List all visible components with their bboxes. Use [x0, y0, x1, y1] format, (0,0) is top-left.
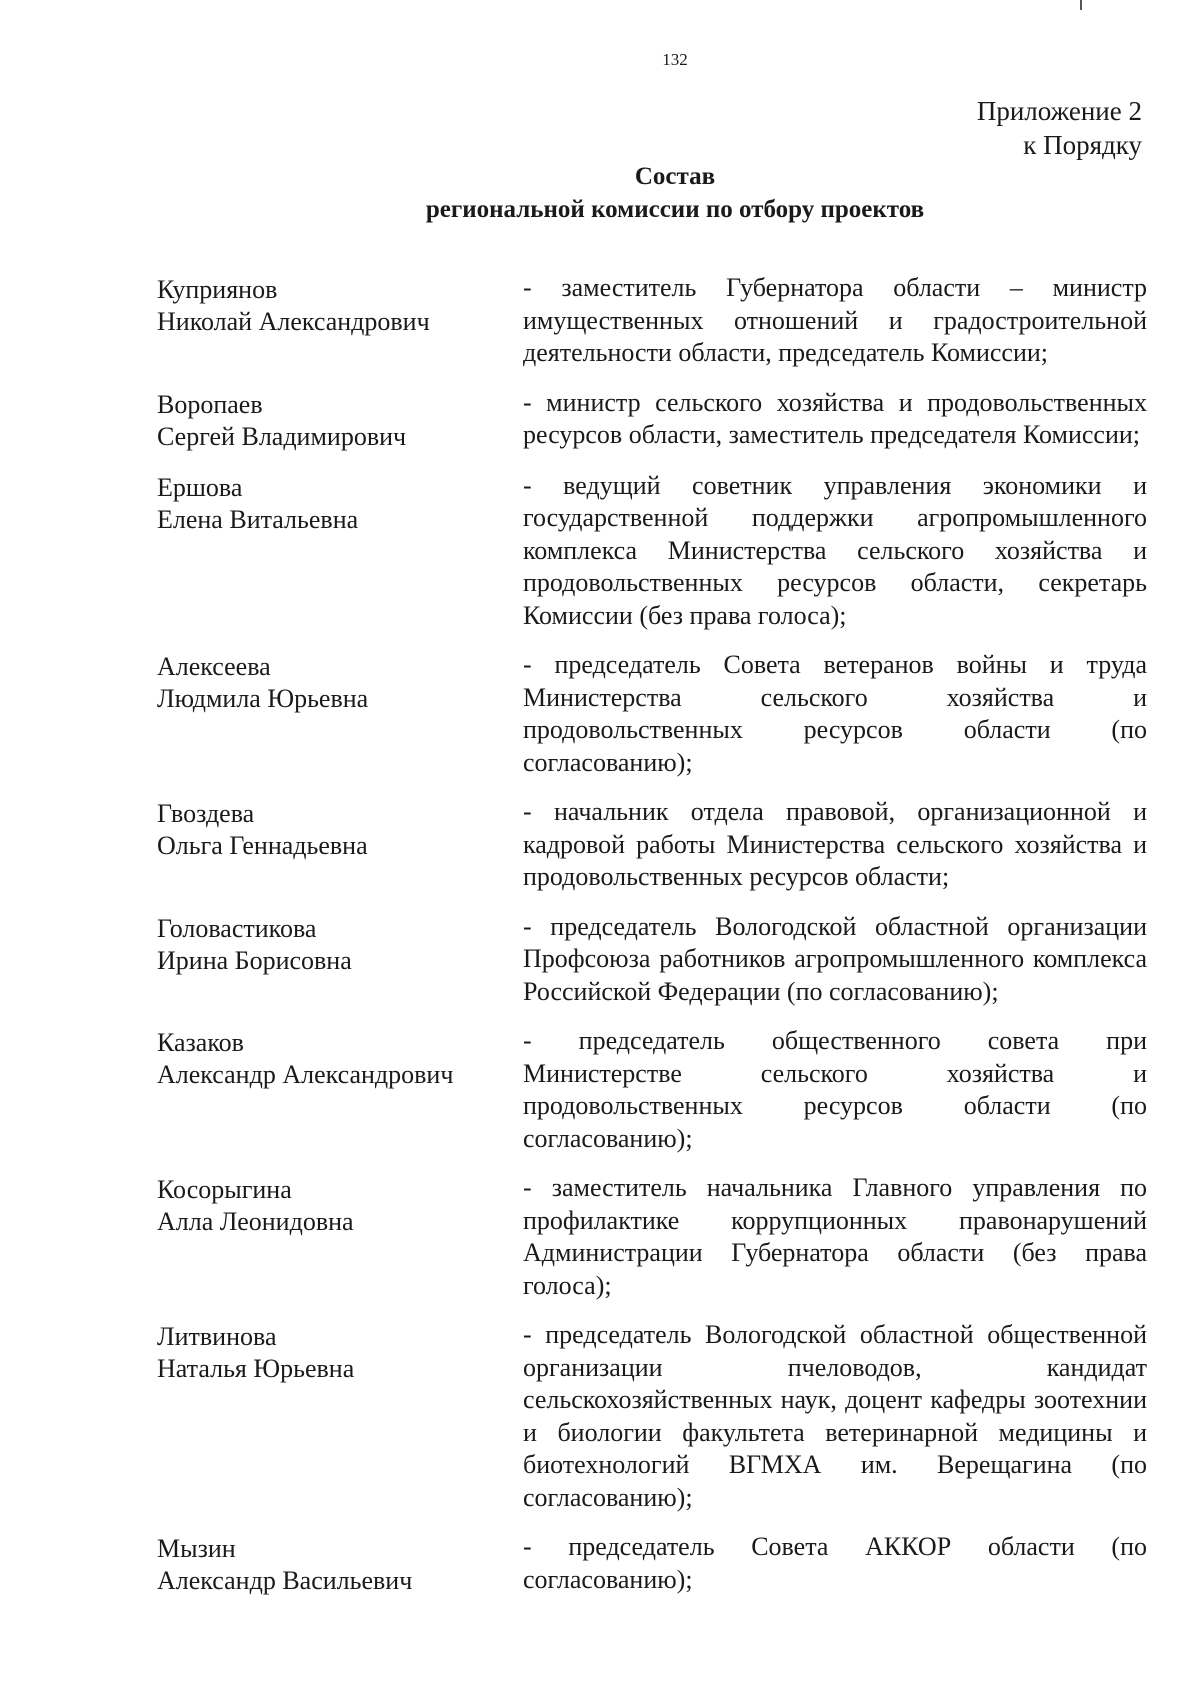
member-position: - председатель общественного совета при Министерстве сельского хозяйства и продовольственных ресурсов области (по согласованию); — [523, 1026, 1147, 1153]
member-position: - председатель Вологодской областной общественной организации пчеловодов, кандидат сельскохозяйственных наук, доцент кафедры зоотехнии и биологии факультета ветеринарной медицины и биотехнологий ВГМХА им. Верещагина (по согласованию); — [523, 1320, 1147, 1512]
title-line-1: Состав — [634, 163, 716, 190]
member-row — [157, 1025, 1147, 1155]
member-row — [157, 272, 1147, 370]
member-first-names: Алла Леонидовна — [157, 1207, 354, 1236]
member-position: - председатель Совета АККОР области (по согласованию); — [523, 1532, 1147, 1594]
member-first-names: Ольга Геннадьевна — [157, 831, 368, 860]
member-row — [157, 911, 1147, 1009]
member-position: - председатель Совета ветеранов войны и труда Министерства сельского хозяйства и продовольственных ресурсов области (по согласованию); — [523, 650, 1147, 777]
member-first-names: Наталья Юрьевна — [157, 1354, 355, 1383]
member-position: - министр сельского хозяйства и продовольственных ресурсов области, заместитель председателя Комиссии; — [523, 387, 1147, 449]
scan-corner-mark — [1080, 0, 1082, 10]
member-name — [157, 796, 517, 894]
member-position: - начальник отдела правовой, организационной и кадровой работы Министерства сельского хозяйства и продовольственных ресурсов области; — [523, 797, 1147, 891]
member-first-names: Николай Александрович — [157, 307, 430, 336]
member-last-name: Ершова — [157, 472, 243, 502]
member-last-name: Воропаев — [157, 389, 263, 419]
appendix-reference — [977, 94, 1142, 162]
member-first-names: Людмила Юрьевна — [157, 684, 369, 713]
member-name — [157, 911, 517, 1009]
member-last-name: Головастикова — [157, 913, 317, 943]
member-last-name: Алексеева — [157, 652, 271, 681]
member-last-name: Литвинова — [157, 1322, 277, 1351]
member-position: - заместитель начальника Главного управления по профилактике коррупционных правонарушений Администрации Губернатора области (без права голоса); — [523, 1173, 1147, 1300]
member-last-name: Куприянов — [157, 275, 278, 304]
member-first-names: Ирина Борисовна — [157, 945, 352, 975]
member-row — [157, 387, 1147, 453]
member-first-names: Елена Витальевна — [157, 504, 359, 534]
appendix-line-1: Приложение 2 — [976, 96, 1142, 126]
page-number: 132 — [662, 50, 688, 69]
member-name — [157, 272, 517, 370]
member-row — [157, 796, 1147, 894]
title-line-2: региональной комиссии по отбору проектов — [425, 196, 925, 223]
member-position: - ведущий советник управления экономики и государственной поддержки агропромышленного комплекса Министерства сельского хозяйства и продовольственных ресурсов области, секретарь Комиссии (без права голоса); — [523, 470, 1147, 630]
commission-members-list — [157, 272, 1147, 1614]
appendix-line-2: к Порядку — [1023, 130, 1142, 160]
member-last-name: Мызин — [157, 1534, 236, 1563]
member-name — [157, 1025, 517, 1155]
member-row — [157, 1531, 1147, 1597]
member-name — [157, 387, 517, 453]
member-row — [157, 649, 1147, 779]
member-first-names: Александр Александрович — [157, 1060, 454, 1089]
member-name — [157, 1319, 517, 1514]
member-last-name: Казаков — [157, 1028, 244, 1057]
member-name — [157, 649, 517, 779]
member-row — [157, 1319, 1147, 1514]
member-name — [157, 1531, 517, 1597]
member-name — [157, 1172, 517, 1302]
document-title — [0, 160, 1200, 226]
member-position: - председатель Вологодской областной организации Профсоюза работников агропромышленного комплекса Российской Федерации (по согласованию); — [523, 911, 1147, 1006]
member-last-name: Гвоздева — [157, 799, 255, 828]
member-first-names: Сергей Владимирович — [157, 421, 407, 451]
member-row — [157, 470, 1147, 633]
member-position: - заместитель Губернатора области – министр имущественных отношений и градостроительной деятельности области, председатель Комиссии; — [523, 273, 1147, 367]
member-last-name: Косорыгина — [157, 1175, 292, 1204]
member-name — [157, 470, 517, 633]
member-row — [157, 1172, 1147, 1302]
member-first-names: Александр Васильевич — [157, 1566, 413, 1595]
